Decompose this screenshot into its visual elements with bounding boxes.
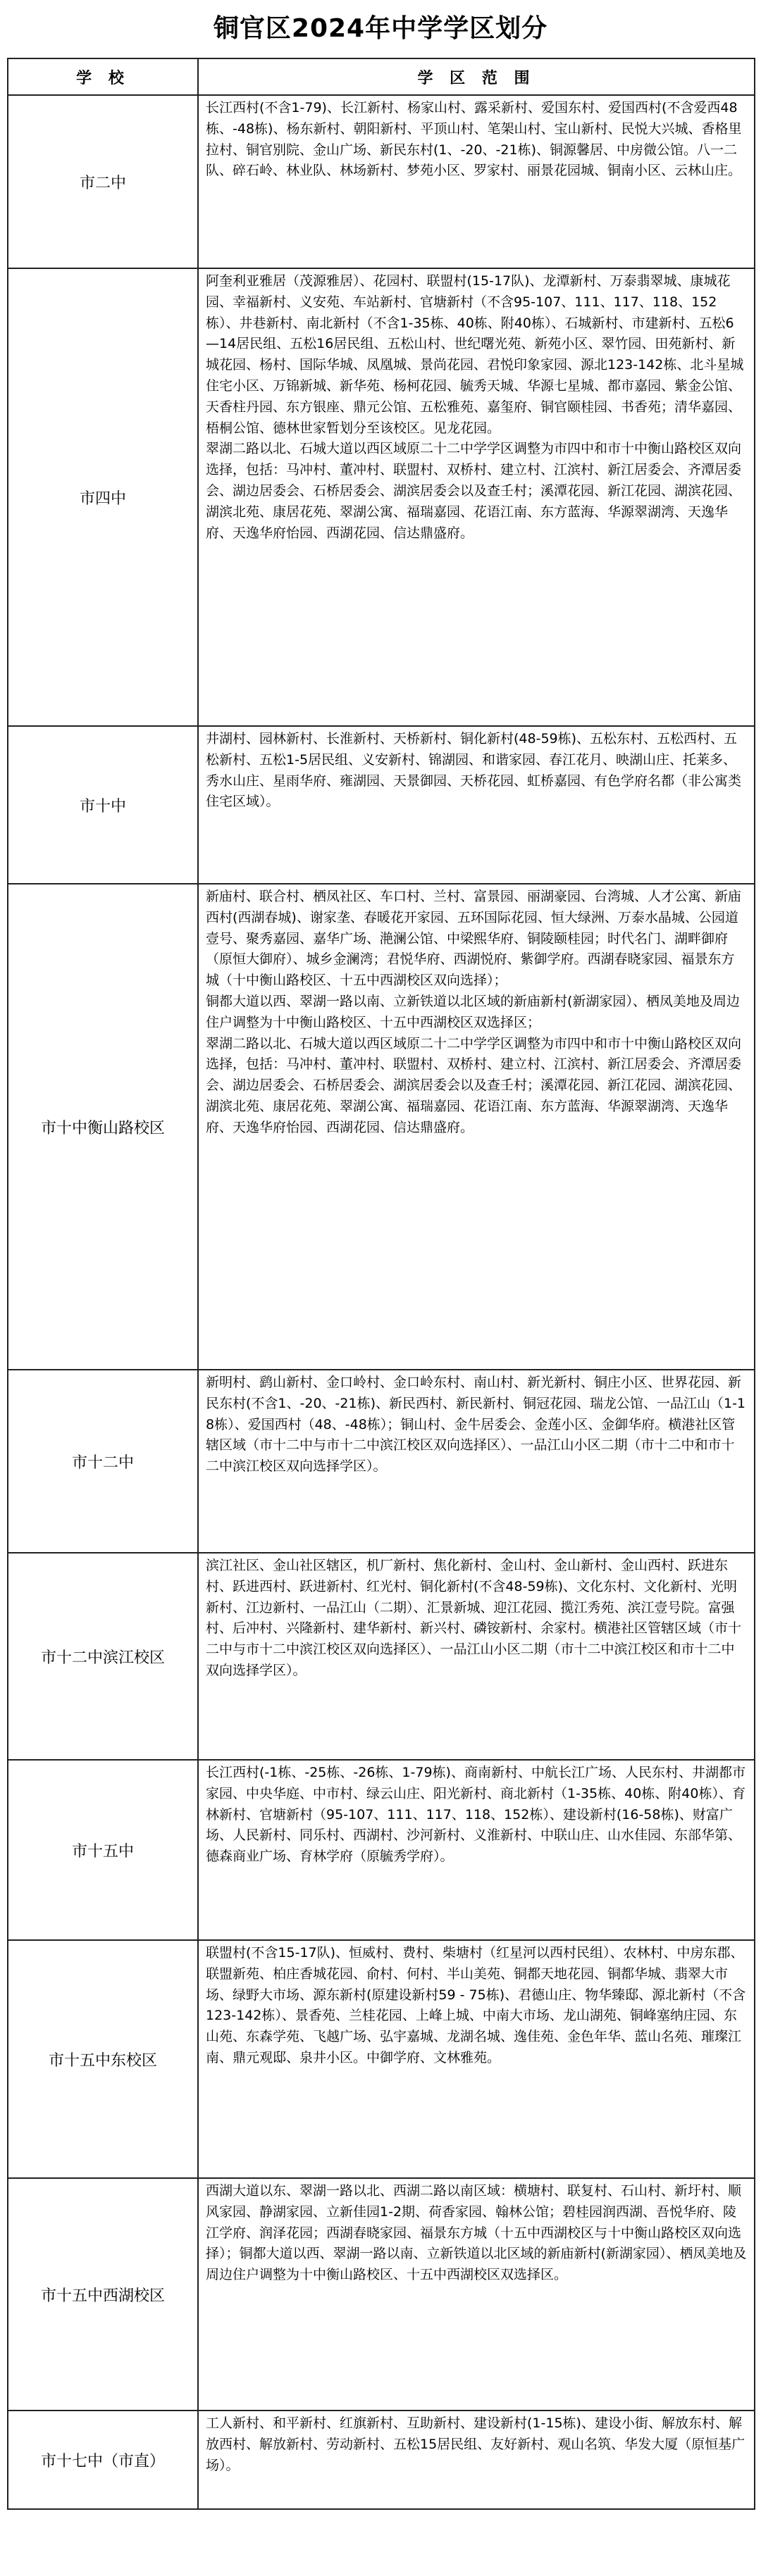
table-row bbox=[8, 2178, 755, 2411]
school-name: 市十二中滨江校区 bbox=[8, 1553, 198, 1760]
table-row bbox=[8, 95, 755, 268]
school-range bbox=[198, 1553, 755, 1760]
range-paragraph: 西湖大道以东、翠湖一路以北、西湖二路以南区域：横塘村、联复村、石山村、新圩村、顺风家园、静湖家园、立新佳园1-2期、荷香家园、翰林公馆；碧桂园润西湖、吾悦华府、陵江学府、润泽花园；西湖春晓家园、福景东方城（十五中西湖校区与十中衡山路校区双向选择）；铜都大道以西、翠湖一路以南、立新铁道以北区域的新庙新村(新湖家园）、栖凤美地及周边住户调整为十中衡山路校区、十五中西湖校区双选择区。 bbox=[206, 2183, 747, 2283]
school-range bbox=[198, 884, 755, 1370]
range-paragraph: 工人新村、和平新村、红旗新村、互助新村、建设新村(1-15栋)、建设小街、解放东村、解放西村、解放新村、劳动新村、五松15居民组、友好新村、观山名筑、华发大厦（原恒基广场）。 bbox=[206, 2415, 745, 2473]
school-range bbox=[198, 2178, 755, 2411]
school-name: 市十七中（市直） bbox=[8, 2411, 198, 2509]
school-range bbox=[198, 95, 755, 268]
range-paragraph: 长江西村(不含1-79)、长江新村、杨家山村、露采新村、爱国东村、爱国西村(不含爱西48栋、-48栋)、杨东新村、朝阳新村、平顶山村、笔架山村、宝山新村、民悦大兴城、香格里拉村、铜官别院、金山广场、新民东村(1、-20、-21栋)、铜源馨居、中房微公馆。八一二队、碎石岭、林业队、林场新村、梦苑小区、罗家村、丽景花园城、铜南小区、云林山庄。 bbox=[206, 100, 742, 179]
school-range bbox=[198, 268, 755, 726]
school-name: 市十二中 bbox=[8, 1370, 198, 1553]
school-name: 市二中 bbox=[8, 95, 198, 268]
school-name: 市十五中东校区 bbox=[8, 1940, 198, 2178]
school-range bbox=[198, 1760, 755, 1940]
range-paragraph: 铜都大道以西、翠湖一路以南、立新铁道以北区域的新庙新村(新湖家园）、栖凤美地及周边住户调整为十中衡山路校区、十五中西湖校区双选择区； bbox=[206, 993, 740, 1030]
school-range bbox=[198, 1370, 755, 1553]
range-paragraph: 翠湖二路以北、石城大道以西区域原二十二中学学区调整为市四中和市十中衡山路校区双向选择，包括：马冲村、董冲村、联盟村、双桥村、建立村、江滨村、新江居委会、齐潭居委会、湖边居委会、石桥居委会、湖滨居委会以及查壬村；溪潭花园、新江花园、湖滨花园、湖滨北苑、康居花苑、翠湖公寓、福瑞嘉园、花语江南、东方蓝海、华源翠湖湾、天逸华府、天逸华府怡园、西湖花园、信达鼎盛府。 bbox=[206, 441, 742, 541]
table-row bbox=[8, 2411, 755, 2509]
school-range bbox=[198, 1940, 755, 2178]
table-row bbox=[8, 268, 755, 726]
table-row bbox=[8, 1370, 755, 1553]
table-row bbox=[8, 1940, 755, 2178]
school-name: 市十五中 bbox=[8, 1760, 198, 1940]
range-paragraph: 长江西村(-1栋、-25栋、-26栋、1-79栋)、商南新村、中航长江广场、人民东村、井湖都市家园、中央华庭、中市村、绿云山庄、阳光新村、商北新村（1-35栋、40栋、附40栋）、育林新村、官塘新村（95-107、111、117、118、152栋）、建设新村(16-58栋)、财富广场、人民新村、同乐村、西湖村、沙河新村、义淮新村、中联山庄、山水佳园、东部华第、德森商业广场、育林学府（原毓秀学府）。 bbox=[206, 1765, 745, 1865]
range-paragraph: 新庙村、联合村、栖凤社区、车口村、兰村、富景园、丽湖豪园、台湾城、人才公寓、新庙西村(西湖春城)、谢家垄、春暖花开家园、五环国际花园、恒大绿洲、万泰水晶城、公园道壹号、聚秀嘉园、嘉华广场、滟澜公馆、中梁熙华府、铜陵颐桂园；时代名门、湖畔御府（原恒大御府）、城乡金澜湾；君悦华府、西湖悦府、紫御学府。西湖春晓家园、福景东方城（十中衡山路校区、十五中西湖校区双向选择）； bbox=[206, 889, 742, 989]
range-paragraph: 翠湖二路以北、石城大道以西区域原二十二中学学区调整为市四中和市十中衡山路校区双向选择，包括：马冲村、董冲村、联盟村、双桥村、建立村、江滨村、新江居委会、齐潭居委会、湖边居委会、石桥居委会、湖滨居委会以及查壬村；溪潭花园、新江花园、湖滨花园、湖滨北苑、康居花苑、翠湖公寓、福瑞嘉园、花语江南、东方蓝海、华源翠湖湾、天逸华府、天逸华府怡园、西湖花园、信达鼎盛府。 bbox=[206, 1035, 742, 1135]
school-district-table bbox=[7, 58, 755, 2510]
table-row bbox=[8, 726, 755, 884]
range-paragraph: 阿奎利亚雅居（茂源雅居）、花园村、联盟村(15-17队)、龙潭新村、万泰翡翠城、康城花园、幸福新村、义安苑、车站新村、官塘新村（不含95-107、111、117、118、152栋）、井巷新村、南北新村（不含1-35栋、40栋、附40栋）、石城新村、市建新村、五松6—14居民组、五松16居民组、五松山村、世纪曙光苑、新苑小区、翠竹园、田苑新村、新城花园、杨村、国际华城、凤凰城、景尚花园、君悦印象家园、源北123-142栋、北斗星城住宅小区、万锦新城、新华苑、杨柯花园、毓秀天城、华源七星城、都市嘉园、紫金公馆、天香柱丹园、东方银座、鼎元公馆、五松雅苑、嘉玺府、铜官颐桂园、书香苑；清华嘉园、梧桐公馆、德林世家暂划分至该校区。见龙花园。 bbox=[206, 273, 744, 436]
school-name: 市十五中西湖校区 bbox=[8, 2178, 198, 2411]
school-name: 市十中衡山路校区 bbox=[8, 884, 198, 1370]
school-range bbox=[198, 2411, 755, 2509]
range-paragraph: 井湖村、园林新村、长淮新村、天桥新村、铜化新村(48-59栋)、五松东村、五松西村、五松新村、五松1-5居民组、义安新村、锦湖园、和谐家园、春江花月、映湖山庄、托莱多、秀水山庄、星雨华府、雍湖园、天景御园、天桥花园、虹桥嘉园、有色学府名都（非公寓类住宅区域）。 bbox=[206, 731, 742, 810]
school-name: 市四中 bbox=[8, 268, 198, 726]
table-header-row bbox=[8, 58, 755, 95]
range-paragraph: 滨江社区、金山社区辖区，机厂新村、焦化新村、金山村、金山新村、金山西村、跃进东村、跃进西村、跃进新村、红光村、铜化新村(不含48-59栋)、文化东村、文化新村、光明新村、江边新村、一品江山（二期）、汇景新城、迎江花园、揽江秀苑、滨江壹号院。富强村、后冲村、兴隆新村、建华新村、新兴村、磷铵新村、余家村。横港社区管辖区域（市十二中与市十二中滨江校区双向选择区）、一品江山小区二期（市十二中滨江校区和市十二中双向选择学区）。 bbox=[206, 1558, 742, 1678]
school-name: 市十中 bbox=[8, 726, 198, 884]
range-paragraph: 新明村、鹞山新村、金口岭村、金口岭东村、南山村、新光新村、铜庄小区、世界花园、新民东村(不含1、-20、-21栋)、新民西村、新民新村、铜冠花园、瑞龙公馆、一品江山（1-18栋）、爱国西村（48、-48栋）；铜山村、金牛居委会、金莲小区、金御华府。横港社区管辖区域（市十二中与市十二中滨江校区双向选择区）、一品江山小区二期（市十二中和市十二中滨江校区双向选择学区）。 bbox=[206, 1375, 746, 1475]
header-range: 学 区 范 围 bbox=[198, 58, 755, 95]
table-row bbox=[8, 1553, 755, 1760]
header-school: 学 校 bbox=[8, 58, 198, 95]
page-title: 铜官区2024年中学学区划分 bbox=[213, 14, 548, 43]
range-paragraph: 联盟村(不含15-17队)、恒威村、费村、柴塘村（红星河以西村民组）、农林村、中房东郡、联盟新苑、柏庄香城花园、俞村、何村、半山美苑、铜都天地花园、铜都华城、翡翠大市场、绿野大市场、源东新村(原建设新村59 - 75栋)、君德山庄、物华臻邸、源北新村（不含123-142栋）、景香苑、兰桂花园、上峰上城、中南大市场、龙山湖苑、铜峰塞纳庄园、东山苑、东森学苑、飞越广场、弘宇嘉城、龙湖名城、逸佳苑、金色年华、蓝山名苑、璀璨江南、鼎元观邸、泉井小区。中御学府、文林雅苑。 bbox=[206, 1945, 746, 2065]
table-row bbox=[8, 1760, 755, 1940]
table-row bbox=[8, 884, 755, 1370]
school-range bbox=[198, 726, 755, 884]
